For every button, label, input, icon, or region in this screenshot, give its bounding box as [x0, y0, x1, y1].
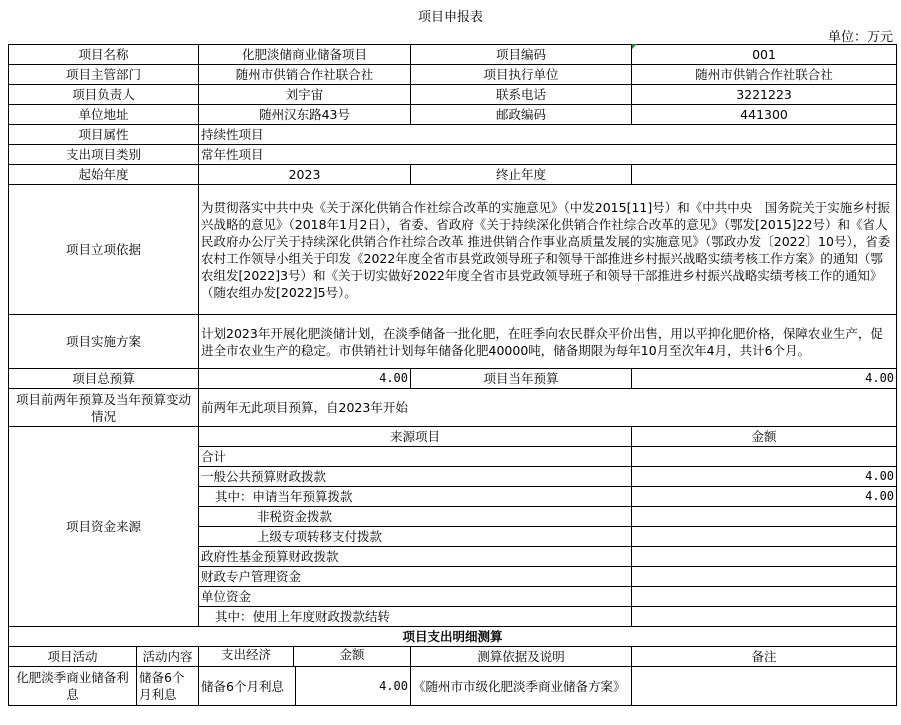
detail-header-remark: 备注 [632, 647, 897, 667]
value-budget-change: 前两年无此项目预算，自2023年开始 [199, 389, 897, 427]
value-zip: 441300 [632, 105, 897, 125]
funding-row-amount [632, 547, 897, 567]
label-current-budget: 项目当年预算 [411, 369, 632, 389]
row-plan [9, 315, 897, 369]
detail-remark [632, 667, 897, 706]
detail-header-content: 活动内容 [137, 647, 199, 667]
detail-header-economy-amount [199, 647, 411, 667]
label-dept: 项目主管部门 [9, 65, 199, 85]
value-type: 常年性项目 [199, 145, 897, 165]
value-phone: 3221223 [632, 85, 897, 105]
label-plan: 项目实施方案 [9, 315, 199, 369]
label-project-code: 项目编码 [411, 45, 632, 65]
funding-row-amount [632, 607, 897, 627]
funding-row-name: 其中：申请当年预算拨款 [199, 487, 632, 507]
row-attr [9, 125, 897, 145]
value-basis: 为贯彻落实中共中央《关于深化供销合作社综合改革的实施意见》（中发2015[11]号）和《中共中央 国务院关于实施乡村振兴战略的意见》（2018年1月2日），省委、省政府《关于持续深化供销合作社综合改革的意见》（鄂发[2015]22号）和《省人民政府办公厅关于持续深化供销合作社综合改革 推进供销合作事业高质量发展的实施意见》（鄂政办发〔2022〕10号），省委农村工作领导小组关于印发《2022年度全省市县党政领导班子和领导干部推进乡村振兴战略实绩考核工作方案》的通知（鄂农组发[2022]3号）和《关于切实做好2022年度全省市县党政领导班子和领导干部推进乡村振兴战略实绩考核工作的通知》（随农组办发[2022]5号）。 [199, 185, 897, 315]
detail-header-amount: 金额 [339, 647, 365, 662]
label-leader: 项目负责人 [9, 85, 199, 105]
row-detail-title [9, 627, 897, 647]
funding-row-name: 其中：使用上年度财政拨款结转 [199, 607, 632, 627]
row-funding-header [9, 427, 897, 447]
detail-basis: 《随州市市级化肥淡季商业储备方案》 [411, 667, 632, 706]
row-addr-zip [9, 105, 897, 125]
funding-row-name: 政府性基金预算财政拨款 [199, 547, 632, 567]
funding-amount-header: 金额 [632, 427, 897, 447]
row-budget-change [9, 389, 897, 427]
value-current-budget: 4.00 [632, 369, 897, 389]
value-exec-unit: 随州市供销合作社联合社 [632, 65, 897, 85]
value-total-budget: 4.00 [199, 369, 411, 389]
funding-row-amount [632, 567, 897, 587]
value-plan: 计划2023年开展化肥淡储计划，在淡季储备一批化肥，在旺季向农民群众平价出售，用以平抑化肥价格，保障农业生产，促进全市农业生产的稳定。市供销社计划每年储备化肥40000吨，储备期限为每年10月至次年4月，共计6个月。 [199, 315, 897, 369]
value-project-name: 化肥淡储商业储备项目 [199, 45, 411, 65]
detail-header-economy: 支出经济 [199, 647, 294, 666]
row-years [9, 165, 897, 185]
detail-economy-amount [199, 667, 411, 706]
funding-row-amount [632, 587, 897, 607]
funding-row-amount [632, 507, 897, 527]
label-address: 单位地址 [9, 105, 199, 125]
funding-source-header: 来源项目 [199, 427, 632, 447]
label-funding-source: 项目资金来源 [9, 427, 199, 627]
funding-row-name: 合计 [199, 447, 632, 467]
funding-row-name: 非税资金拨款 [199, 507, 632, 527]
project-application-table [8, 44, 897, 706]
label-phone: 联系电话 [411, 85, 632, 105]
funding-row-amount: 4.00 [632, 467, 897, 487]
detail-economy: 储备6个月利息 [199, 667, 296, 705]
detail-activity: 化肥淡季商业储备利息 [9, 667, 137, 706]
label-project-name: 项目名称 [9, 45, 199, 65]
funding-row-name: 一般公共预算财政拨款 [199, 467, 632, 487]
row-budget [9, 369, 897, 389]
row-type [9, 145, 897, 165]
value-address: 随州汉东路43号 [199, 105, 411, 125]
label-end-year: 终止年度 [411, 165, 632, 185]
label-start-year: 起始年度 [9, 165, 199, 185]
funding-row-amount: 4.00 [632, 487, 897, 507]
value-leader: 刘宇宙 [199, 85, 411, 105]
page-title: 项目申报表 [417, 10, 483, 25]
detail-amount: 4.00 [379, 678, 409, 693]
funding-row-amount [632, 527, 897, 547]
label-exec-unit: 项目执行单位 [411, 65, 632, 85]
funding-row-name: 上级专项转移支付拨款 [199, 527, 632, 547]
label-type: 支出项目类别 [9, 145, 199, 165]
value-attr: 持续性项目 [199, 125, 897, 145]
row-leader-phone [9, 85, 897, 105]
row-basis [9, 185, 897, 315]
detail-row [9, 667, 897, 706]
value-project-code: 001 [632, 45, 897, 65]
label-total-budget: 项目总预算 [9, 369, 199, 389]
funding-row-name: 财政专户管理资金 [199, 567, 632, 587]
value-start-year: 2023 [199, 165, 411, 185]
funding-row-amount [632, 447, 897, 467]
detail-header-activity: 项目活动 [9, 647, 137, 667]
label-attr: 项目属性 [9, 125, 199, 145]
detail-section-title: 项目支出明细测算 [9, 627, 897, 647]
funding-row-name: 单位资金 [199, 587, 632, 607]
row-dept-exec [9, 65, 897, 85]
row-name-code [9, 45, 897, 65]
value-dept: 随州市供销合作社联合社 [199, 65, 411, 85]
label-zip: 邮政编码 [411, 105, 632, 125]
unit-label: 单位：万元 [827, 30, 893, 45]
row-detail-header [9, 647, 897, 667]
label-budget-change: 项目前两年预算及当年预算变动情况 [9, 389, 199, 427]
detail-header-basis: 测算依据及说明 [411, 647, 632, 667]
label-basis: 项目立项依据 [9, 185, 199, 315]
value-end-year [632, 165, 897, 185]
detail-content: 储备6个月利息 [137, 667, 199, 706]
cell-comment-marker [632, 44, 637, 49]
